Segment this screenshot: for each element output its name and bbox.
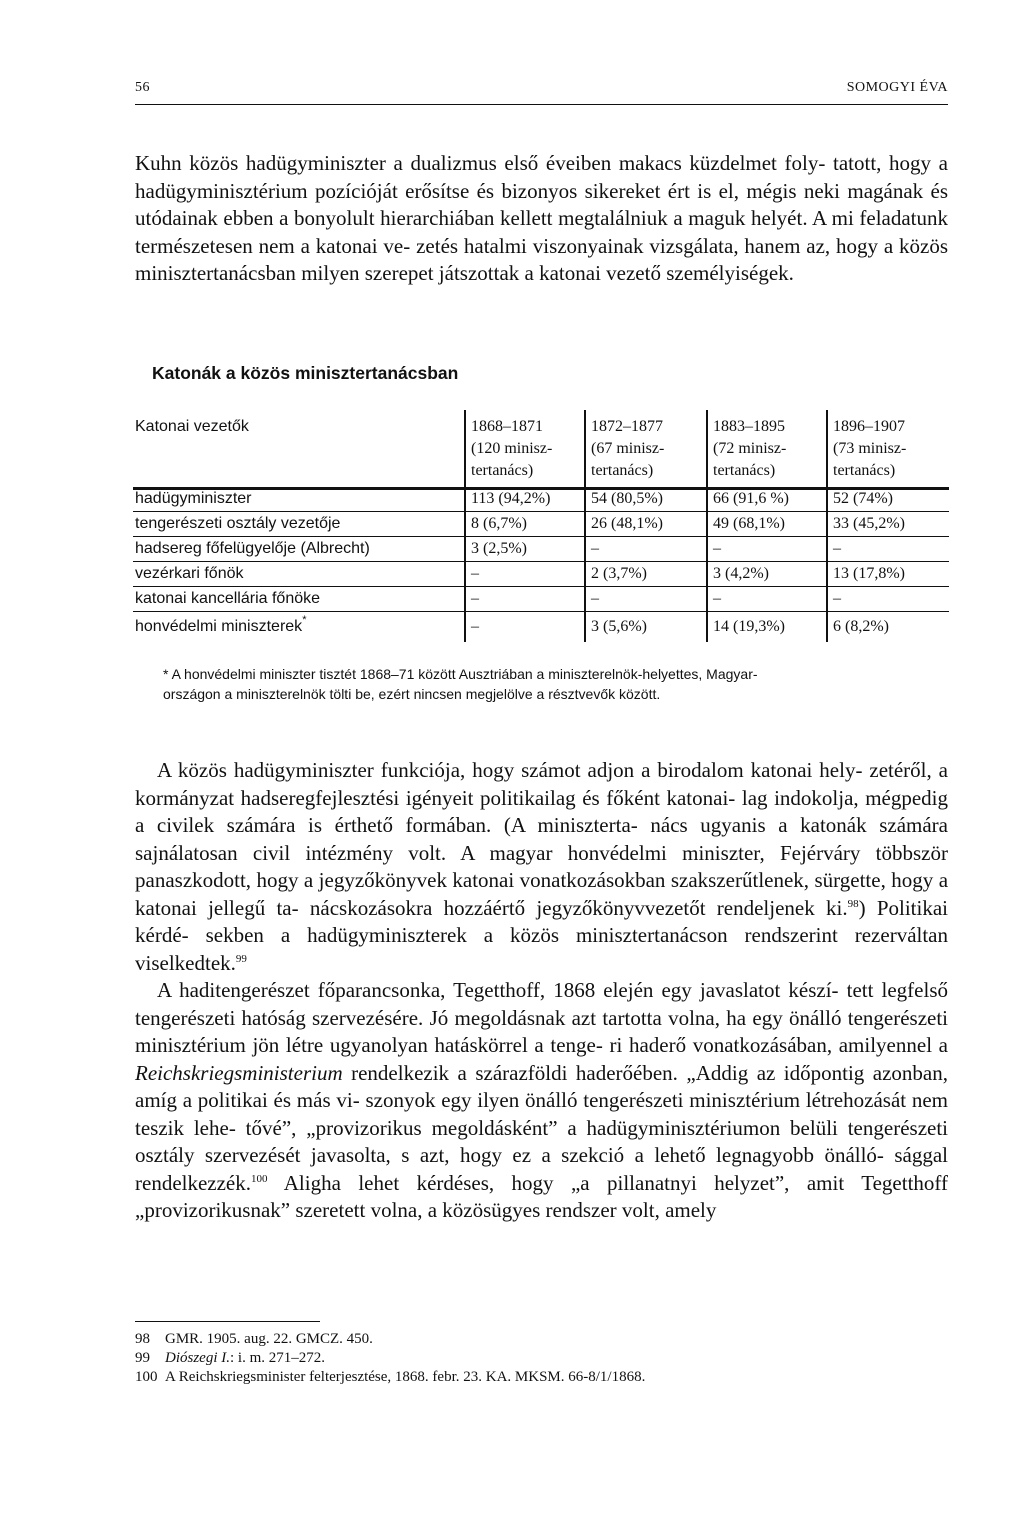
footnote-marker: * xyxy=(163,666,169,682)
footnote-rule xyxy=(135,1321,320,1322)
table-cell: 54 (80,5%) xyxy=(591,490,663,507)
footnote-text: A Reichskriegsminister felterjesztése, 1868. febr. 23. KA. MKSM. 66-8/1/1868. xyxy=(165,1369,646,1385)
row-label xyxy=(135,614,307,636)
row-rule xyxy=(133,561,949,562)
table-cell: – xyxy=(471,565,479,582)
text-line: nács ugyanis a katonák számára sajnálatosan civil intézmény volt. A magyar xyxy=(135,813,948,865)
running-head-author: SOMOGYI ÉVA xyxy=(846,80,948,95)
table-cell: – xyxy=(471,618,479,635)
text-line: rendelkezik a xyxy=(342,1060,467,1085)
footnote-text: : i. m. 271–272. xyxy=(230,1350,326,1366)
text-line: megtalálniuk a maguk helyét. A mi feladatunk természetesen nem a katonai ve- xyxy=(135,206,949,258)
text-line: országon a miniszterelnök tölti be, ezért nincsen megjelölve a résztvevők között. xyxy=(163,686,661,702)
table-cell: 2 (3,7%) xyxy=(591,565,647,582)
text-line: lag indokolja, mégpedig a civilek számára is érthető formában. (A miniszterta- xyxy=(135,785,949,837)
column-header xyxy=(468,416,552,482)
row-label: tengerészeti osztály vezetője xyxy=(135,515,341,532)
table-cell: – xyxy=(471,590,479,607)
table-row-header: Katonai vezetők xyxy=(135,418,249,435)
footnote-number: 100 xyxy=(135,1369,158,1385)
table-cell: 6 (8,2%) xyxy=(833,618,889,635)
footnote-number: 99 xyxy=(135,1350,150,1366)
text-line: Aligha lehet kérdéses, hogy „a pillanatnyi helyzet”, amit xyxy=(267,1170,845,1195)
footnotes xyxy=(135,1330,948,1387)
column-period: 1883–1895 xyxy=(713,418,785,435)
text-line: tatott, hogy a hadügyminisztérium pozícióját erősítse és bizonyos sikereket ért is xyxy=(135,151,948,203)
text-line: milyen szerepet játszottak a katonai vezető személyiségek. xyxy=(301,261,794,285)
row-rule xyxy=(133,611,949,612)
footnote-ref: 100 xyxy=(251,1172,268,1185)
column-count: (73 minisz- xyxy=(833,440,907,457)
column-count: (120 minisz- xyxy=(471,440,553,457)
column-divider xyxy=(826,410,828,642)
column-header xyxy=(710,416,786,482)
row-rule xyxy=(133,536,949,537)
table-cell: 113 (94,2%) xyxy=(471,490,551,507)
table-title: Katonák a közös minisztertanácsban xyxy=(152,363,459,383)
footnote-ref: 99 xyxy=(235,952,247,965)
text-line: szárazföldi haderőében. „Addig az időpontig azonban, amíg a politikai és más vi- xyxy=(135,1060,948,1112)
text-line: zetéről, a kormányzat hadseregfejlesztési igényeit politikailag és főként katonai- xyxy=(135,758,948,810)
row-label-text: honvédelmi miniszterek xyxy=(135,618,303,635)
table-cell: – xyxy=(833,590,841,607)
text-line: ri haderő vonatkozásában, amilyennel a xyxy=(609,1033,948,1057)
column-divider xyxy=(464,410,466,642)
text-line: Kuhn közös hadügyminiszter a dualizmus első éveiben makacs küzdelmet foly- xyxy=(135,151,826,175)
footnote-marker: * xyxy=(302,614,307,626)
column-count: (72 minisz- xyxy=(713,440,787,457)
footnote-author: Diószegi I. xyxy=(165,1350,230,1366)
table-cell: – xyxy=(713,590,721,607)
table-cell: 52 (74%) xyxy=(833,490,893,507)
body-text xyxy=(135,757,948,1225)
text-line: A közös hadügyminiszter funkciója, hogy számot adjon a birodalom katonai hely- xyxy=(157,758,863,782)
footnote xyxy=(135,1349,948,1368)
column-divider xyxy=(584,410,586,642)
table-cell: – xyxy=(591,540,599,557)
footnote xyxy=(135,1330,948,1349)
text-line: osztály szervezését javasolta, s azt, hogy ez a szekció a lehető legnagyobb önálló- xyxy=(135,1143,884,1167)
column-count: tertanács) xyxy=(713,462,776,479)
text-line: viselkedtek. xyxy=(135,950,236,975)
table-cell: 3 (4,2%) xyxy=(713,565,769,582)
body-paragraph xyxy=(135,757,948,977)
text-line: zetés hatalmi viszonyainak vizsgálata, hanem az, hogy a közös minisztertanácsban xyxy=(135,233,948,285)
column-count: tertanács) xyxy=(471,462,534,479)
intro-paragraph xyxy=(135,150,948,288)
column-period: 1872–1877 xyxy=(591,418,663,435)
italic-term: Reichskriegsministerium xyxy=(135,1060,343,1085)
table-cell: 26 (48,1%) xyxy=(591,515,663,532)
text-line: sekben a hadügyminiszterek a közös minisztertanácson rendszerint rezerváltan xyxy=(205,923,948,947)
text-line: ha egy önálló tengerészeti minisztérium jön létre ugyanolyan hatáskörrel a tenge- xyxy=(135,1005,949,1057)
table-cell: – xyxy=(591,590,599,607)
text-line: tővé”, „provizorikus megoldásként” a hadügyminisztériumon belüli tengerészeti xyxy=(245,1115,948,1140)
footnote-text: GMR. 1905. aug. 22. GMCZ. 450. xyxy=(165,1331,373,1347)
table-cell: 13 (17,8%) xyxy=(833,565,905,582)
column-count: tertanács) xyxy=(833,462,896,479)
text-line: Tegetthoff „provizorikusnak” szeretett volna, a közösügyes rendszer volt, amely xyxy=(135,1170,949,1222)
column-period: 1896–1907 xyxy=(833,418,905,435)
text-line: honvédelmi miniszter, Fejérváry többször panaszkodott, hogy a jegyzőkönyvek xyxy=(135,840,948,892)
table-cell: 14 (19,3%) xyxy=(713,618,785,635)
text-line: A haditengerészet főparancsonka, Tegetthoff, 1868 elején egy javaslatot készí- xyxy=(157,978,839,1002)
column-period: 1868–1871 xyxy=(471,418,543,435)
table-cell: – xyxy=(713,540,721,557)
row-rule xyxy=(133,586,949,587)
column-count: (67 minisz- xyxy=(591,440,665,457)
column-header xyxy=(830,416,906,482)
row-label: hadügyminiszter xyxy=(135,490,252,507)
table-cell: 3 (2,5%) xyxy=(471,540,527,557)
row-rule xyxy=(133,511,949,512)
table-cell: 33 (45,2%) xyxy=(833,515,905,532)
table-cell: 3 (5,6%) xyxy=(591,618,647,635)
footnote xyxy=(135,1368,948,1387)
table-footnote xyxy=(163,664,948,704)
table-cell: – xyxy=(833,540,841,557)
text-line: tett legfelső tengerészeti hatóság szervezésére. Jó megoldásnak azt tartotta volna, xyxy=(135,978,948,1030)
text-line: ) Politikai kérdé- xyxy=(135,895,948,947)
running-header xyxy=(135,80,948,104)
text-line: katonai vonatkozásokban szakszerűtlenek, sürgette, hogy a katonai jellegű ta- xyxy=(135,868,949,920)
text-line: szonyok egy ilyen önálló tengerészeti minisztérium létrehozását nem teszik lehe- xyxy=(135,1088,949,1140)
body-paragraph xyxy=(135,977,948,1225)
text-line: el, mégis neki magának és utódainak ebben a bonyolult hierarchiában kellett xyxy=(135,178,948,230)
statistics-table xyxy=(133,410,949,642)
table-cell: 49 (68,1%) xyxy=(713,515,785,532)
text-line: nácskozásokra hozzáértő jegyzőkönyvvezetőt rendeljenek ki. xyxy=(309,895,848,920)
column-divider xyxy=(706,410,708,642)
column-count: tertanács) xyxy=(591,462,654,479)
text-line: A honvédelmi miniszter tisztét 1868–71 között Ausztriában a miniszterelnök-helyettes, Magyar- xyxy=(171,666,758,682)
text-line: sággal rendelkezzék. xyxy=(135,1143,949,1195)
table-cell: 8 (6,7%) xyxy=(471,515,527,532)
column-header xyxy=(588,416,664,482)
row-label: hadsereg főfelügyelője (Albrecht) xyxy=(135,540,370,557)
footnote-ref: 98 xyxy=(847,897,859,910)
page-number: 56 xyxy=(135,80,150,95)
row-label: vezérkari főnök xyxy=(135,565,244,582)
row-label: katonai kancellária főnöke xyxy=(135,590,321,607)
header-rule xyxy=(135,104,948,105)
footnote-number: 98 xyxy=(135,1331,150,1347)
table-cell: 66 (91,6 %) xyxy=(713,490,789,507)
